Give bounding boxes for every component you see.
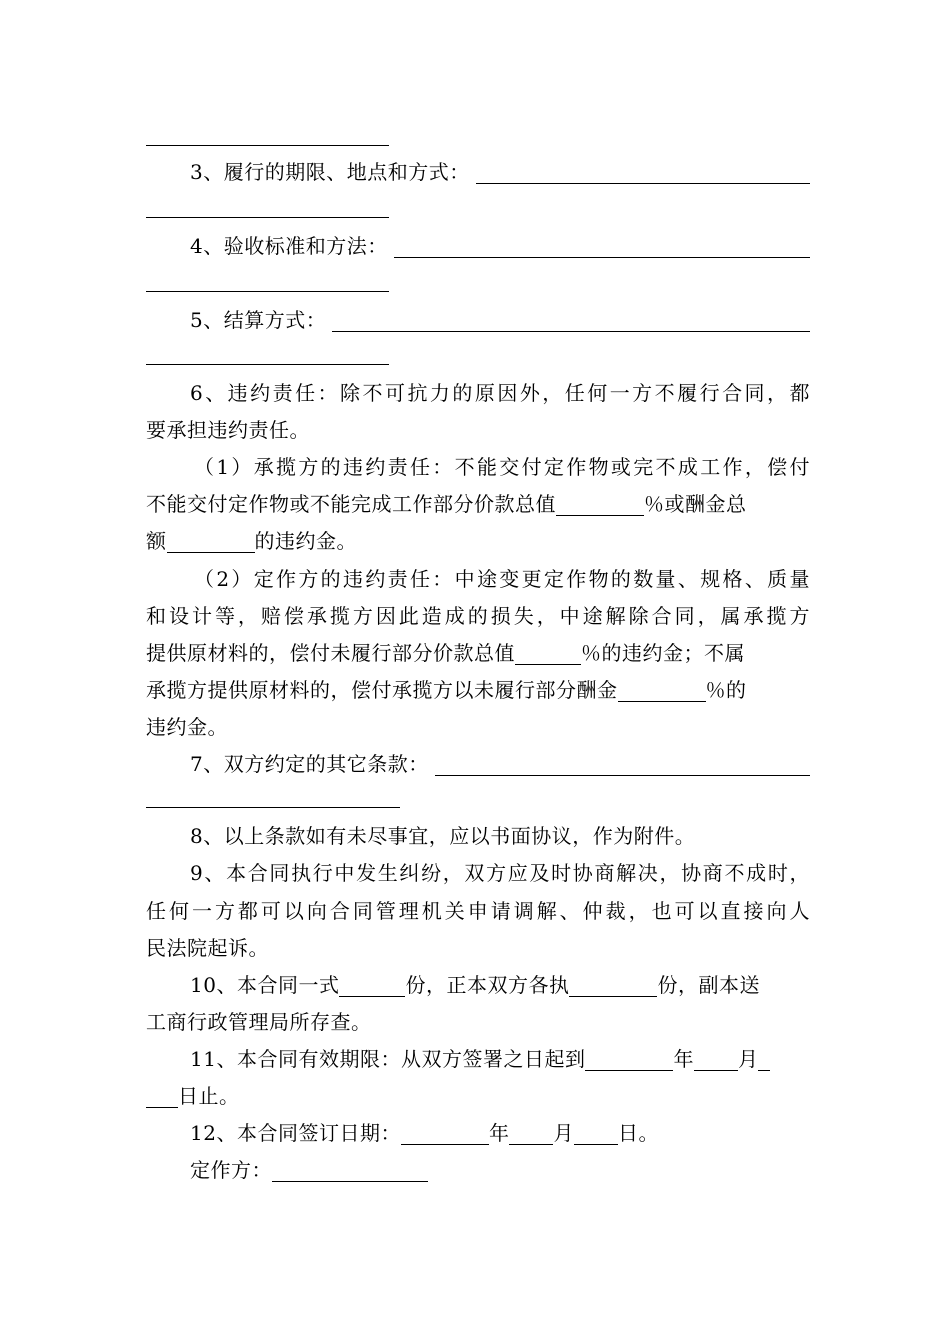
continuation-blank-line: [146, 145, 389, 146]
clause-6-2-line-2: 和设计等，赔偿承揽方因此造成的损失，中途解除合同，属承揽方: [146, 604, 810, 628]
sign-day-blank: [574, 1124, 618, 1145]
clause-4: [146, 234, 810, 258]
clause-5-text: 5、结算方式：: [190, 308, 327, 332]
clause-7-blank: [435, 755, 810, 776]
clause-11-line-2: 日止。: [146, 1084, 810, 1108]
clause-5-blank-continued: [146, 364, 389, 365]
clause-7: [146, 752, 810, 776]
clause-3-blank-continued: [146, 217, 389, 218]
clause-9-line-3: 民法院起诉。: [146, 936, 269, 960]
originals-blank: [569, 976, 657, 997]
clause-6-1-line-1: （1）承揽方的违约责任：不能交付定作物或完不成工作，偿付: [194, 455, 810, 479]
clause-6-2-line-5: 违约金。: [146, 715, 228, 739]
percent-blank-1: [556, 495, 644, 516]
party-name-blank: [272, 1161, 428, 1182]
clause-11-line-1: 11、本合同有效期限：从双方签署之日起到 年 月: [146, 1047, 810, 1071]
clause-3-blank: [476, 163, 810, 184]
valid-day-blank-end: [146, 1087, 178, 1108]
valid-month-blank: [694, 1050, 738, 1071]
clause-10-line-2: 工商行政管理局所存查。: [146, 1010, 372, 1034]
clause-6-2-line-1: （2）定作方的违约责任：中途变更定作物的数量、规格、质量: [194, 567, 810, 591]
party-label: 定作方：: [190, 1158, 272, 1182]
party-line: [146, 1158, 810, 1182]
clause-9-line-1: 9、本合同执行中发生纠纷，双方应及时协商解决，协商不成时，: [190, 861, 810, 885]
clause-4-blank: [394, 237, 810, 258]
clause-7-blank-continued: [146, 807, 400, 808]
clause-6-2-line-4: 承揽方提供原材料的，偿付承揽方以未履行部分酬金 ％的: [146, 678, 747, 702]
clause-3-text: 3、履行的期限、地点和方式：: [190, 160, 470, 184]
percent-blank-2: [515, 644, 581, 665]
copies-blank: [339, 976, 405, 997]
clause-7-text: 7、双方约定的其它条款：: [190, 752, 429, 776]
clause-6-2-line-3: 提供原材料的，偿付未履行部分价款总值 ％的违约金；不属: [146, 641, 745, 665]
remuneration-blank: [167, 532, 255, 553]
valid-day-blank-start: [758, 1050, 770, 1071]
clause-5-blank: [332, 311, 810, 332]
clause-3: [146, 160, 810, 184]
clause-9-line-2: 任何一方都可以向合同管理机关申请调解、仲裁，也可以直接向人: [146, 899, 810, 923]
clause-6-line-2: 要承担违约责任。: [146, 418, 310, 442]
percent-blank-3: [618, 681, 706, 702]
clause-6-1-line-3: 额 的违约金。: [146, 529, 357, 553]
valid-year-blank: [585, 1050, 673, 1071]
clause-5: [146, 308, 810, 332]
clause-4-blank-continued: [146, 291, 389, 292]
clause-6-1-line-2: 不能交付定作物或不能完成工作部分价款总值 ％或酬金总: [146, 492, 747, 516]
clause-12: 12、本合同签订日期： 年 月 日。: [190, 1121, 659, 1145]
clause-10-line-1: 10、本合同一式 份，正本双方各执 份，副本送: [190, 973, 760, 997]
sign-month-blank: [509, 1124, 553, 1145]
clause-8: 8、以上条款如有未尽事宜，应以书面协议，作为附件。: [190, 824, 696, 848]
clause-4-text: 4、验收标准和方法：: [190, 234, 388, 258]
sign-year-blank: [401, 1124, 489, 1145]
clause-6-line-1: 6、违约责任：除不可抗力的原因外，任何一方不履行合同，都: [190, 381, 810, 405]
